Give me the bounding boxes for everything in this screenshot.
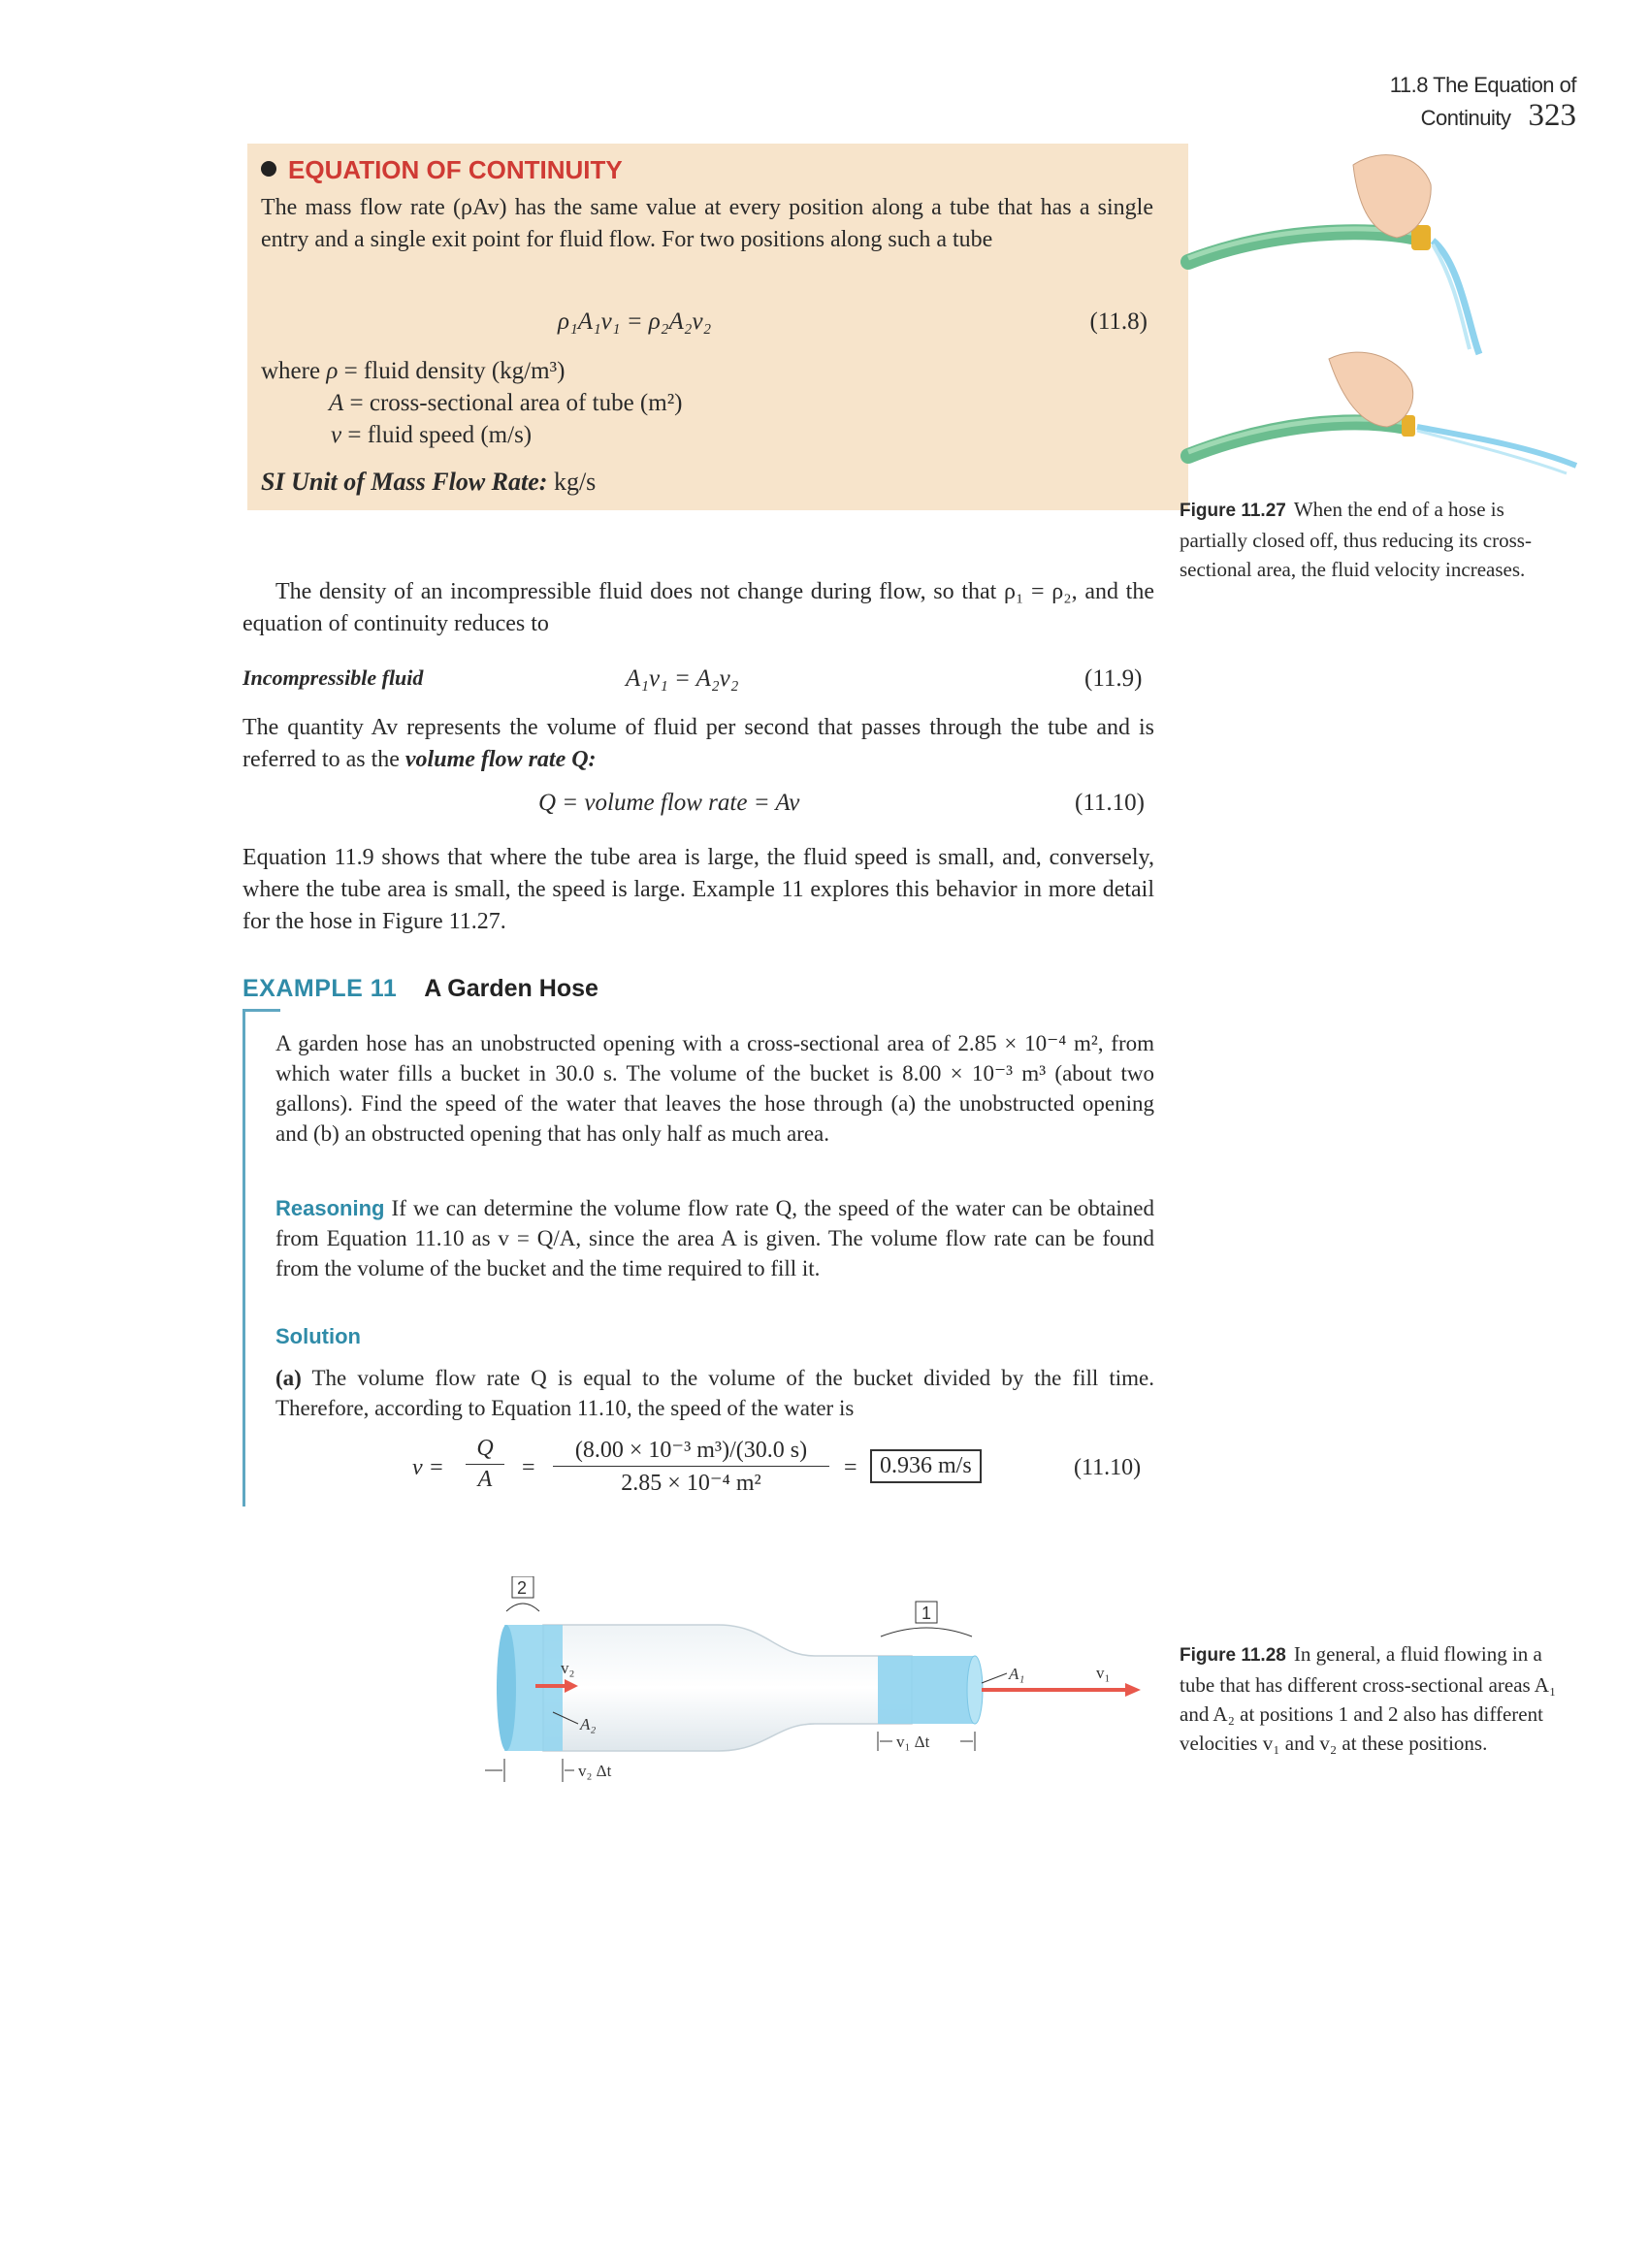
continuity-equation: ρ₁A₁v₁ = ρ₂A₂v₂ xyxy=(558,308,712,335)
caption-text: In general, a fluid flowing in a tube that has different cross-sectional areas A₁ and A₂ at positions 1 and 2 also has different velocities v₁ and v₂ at these positions. xyxy=(1180,1642,1557,1755)
figure-11-28-illustration xyxy=(485,1576,1145,1804)
paragraph-volume-flow xyxy=(242,712,1154,776)
variable-definitions xyxy=(261,355,683,451)
brace-1 xyxy=(881,1628,972,1636)
bullet-icon xyxy=(261,161,276,177)
figure-label: Figure 11.28 xyxy=(1180,1645,1286,1666)
part-label: (a) xyxy=(275,1366,302,1390)
equation-label: Incompressible fluid xyxy=(242,665,424,690)
si-unit-label: SI Unit of Mass Flow Rate: xyxy=(261,468,548,496)
fluid-slab-1 xyxy=(878,1656,975,1724)
example-number: EXAMPLE 11 xyxy=(242,975,398,1002)
eq-equals: = xyxy=(844,1455,857,1480)
fraction-values xyxy=(553,1436,829,1497)
key-term: volume flow rate Q: xyxy=(404,747,597,772)
paragraph-incompressible: The density of an incompressible fluid does not change during flow, so that ρ₁ = ρ₂, and the equation of continuity reduces to xyxy=(242,579,1154,636)
equation-number-11-10: (11.10) xyxy=(1075,790,1145,816)
figure-11-27-illustration xyxy=(1179,136,1586,485)
variable-row xyxy=(261,419,683,451)
definition-paragraph: The mass flow rate (ρAv) has the same value at every position along a tube that has a single entry and a single exit point for fluid flow. For two positions along such a tube xyxy=(261,195,1153,252)
a1-label: A₁ xyxy=(1009,1665,1025,1683)
fraction-denominator: 2.85 × 10⁻⁴ m² xyxy=(621,1471,761,1496)
where-word: where xyxy=(261,358,327,384)
solution-heading: Solution xyxy=(275,1324,361,1348)
figure-label: Figure 11.27 xyxy=(1180,501,1286,521)
a2-label: A₂ xyxy=(580,1715,597,1733)
a1-pointer xyxy=(982,1673,1007,1683)
si-unit xyxy=(261,468,596,497)
definition-title-text: EQUATION OF CONTINUITY xyxy=(288,155,623,184)
definition-title xyxy=(261,155,623,185)
v2-label: v₂ xyxy=(561,1659,575,1677)
definition-box xyxy=(247,144,1188,510)
variable-symbol: A xyxy=(329,390,344,416)
hose-partially-closed xyxy=(1188,352,1576,473)
fraction-q-over-a xyxy=(466,1436,504,1493)
paragraph-text: The quantity Av represents the volume of fluid per second that passes through the tube and is referred to as the xyxy=(242,715,1154,772)
variable-meaning: = cross-sectional area of tube (m²) xyxy=(349,390,683,416)
tube xyxy=(543,1625,912,1751)
equation-11-10: Q = volume flow rate = Av xyxy=(538,790,800,816)
example-reasoning xyxy=(275,1193,1154,1283)
v2dt-label: v₂ Δt xyxy=(578,1762,612,1780)
variable-symbol: ρ xyxy=(326,358,339,384)
example-problem: A garden hose has an unobstructed opening with a cross-sectional area of 2.85 × 10⁻⁴ m², from which water fills a bucket in 30.0 s. The volume of the bucket is 8.00 × 10⁻³ m³ (about two gallons). Find the speed of the water that leaves the hose through (a) the unobstructed opening and (b) an obstructed opening that has only half as much area. xyxy=(275,1031,1154,1146)
eq-equals: = xyxy=(522,1455,535,1480)
variable-meaning: = fluid speed (m/s) xyxy=(347,422,533,448)
speed-calculation xyxy=(412,1436,1159,1504)
equation-number-11-8: (11.8) xyxy=(1089,308,1148,335)
page-number: 323 xyxy=(1528,98,1576,133)
section-title: 11.8 The Equation of Continuity xyxy=(1389,73,1576,130)
si-unit-value: kg/s xyxy=(553,468,597,496)
position-2-label: 2 xyxy=(517,1578,528,1598)
equation-number: (11.10) xyxy=(1074,1455,1142,1480)
eq-lhs: v = xyxy=(412,1455,444,1480)
velocity-arrowhead-1 xyxy=(1125,1683,1141,1697)
tube-opening-2 xyxy=(497,1625,516,1751)
equation-number-11-9: (11.9) xyxy=(1084,665,1143,692)
variable-row xyxy=(261,387,683,419)
v1-label: v₁ xyxy=(1096,1664,1111,1682)
fraction-numerator: Q xyxy=(466,1436,504,1465)
example-heading xyxy=(242,975,598,1003)
fraction-denominator: A xyxy=(477,1467,493,1492)
variable-symbol: v xyxy=(331,422,342,448)
hose-open-end xyxy=(1188,155,1479,354)
solution-part-a xyxy=(275,1363,1154,1423)
paragraph-equation-discussion: Equation 11.9 shows that where the tube area is large, the fluid speed is small, and, conversely, where the tube area is small, the speed is large. Example 11 explores this behavior in more detail for the hose in Figure 11.27. xyxy=(242,845,1154,934)
v1dt-label: v₁ Δt xyxy=(896,1733,930,1751)
reasoning-heading: Reasoning xyxy=(275,1196,385,1220)
variable-row xyxy=(261,355,683,387)
example-title: A Garden Hose xyxy=(424,975,598,1002)
fraction-numerator: (8.00 × 10⁻³ m³)/(30.0 s) xyxy=(553,1436,829,1467)
position-1-label: 1 xyxy=(922,1604,932,1623)
equation-11-9: A₁v₁ = A₂v₂ xyxy=(626,665,739,692)
brace-2 xyxy=(506,1604,539,1611)
variable-meaning: = fluid density (kg/m³) xyxy=(343,358,566,384)
caption-text: When the end of a hose is partially closed off, thus reducing its cross-sectional area, the fluid velocity increases. xyxy=(1180,498,1532,581)
running-head xyxy=(1246,73,1576,134)
answer-box: 0.936 m/s xyxy=(870,1449,982,1483)
reasoning-text: If we can determine the volume flow rate Q, the speed of the water can be obtained from Equation 11.10 as v = Q/A, since the area A is given. The volume flow rate can be found from the volume of the bucket and the time required to fill it. xyxy=(275,1196,1155,1280)
tube-opening-1 xyxy=(967,1656,983,1724)
figure-11-28-caption xyxy=(1180,1639,1568,1758)
figure-11-27-caption xyxy=(1180,495,1568,584)
solution-text: The volume flow rate Q is equal to the volume of the bucket divided by the fill time. Therefore, according to Equation 11.10, the speed of the water is xyxy=(275,1366,1155,1420)
